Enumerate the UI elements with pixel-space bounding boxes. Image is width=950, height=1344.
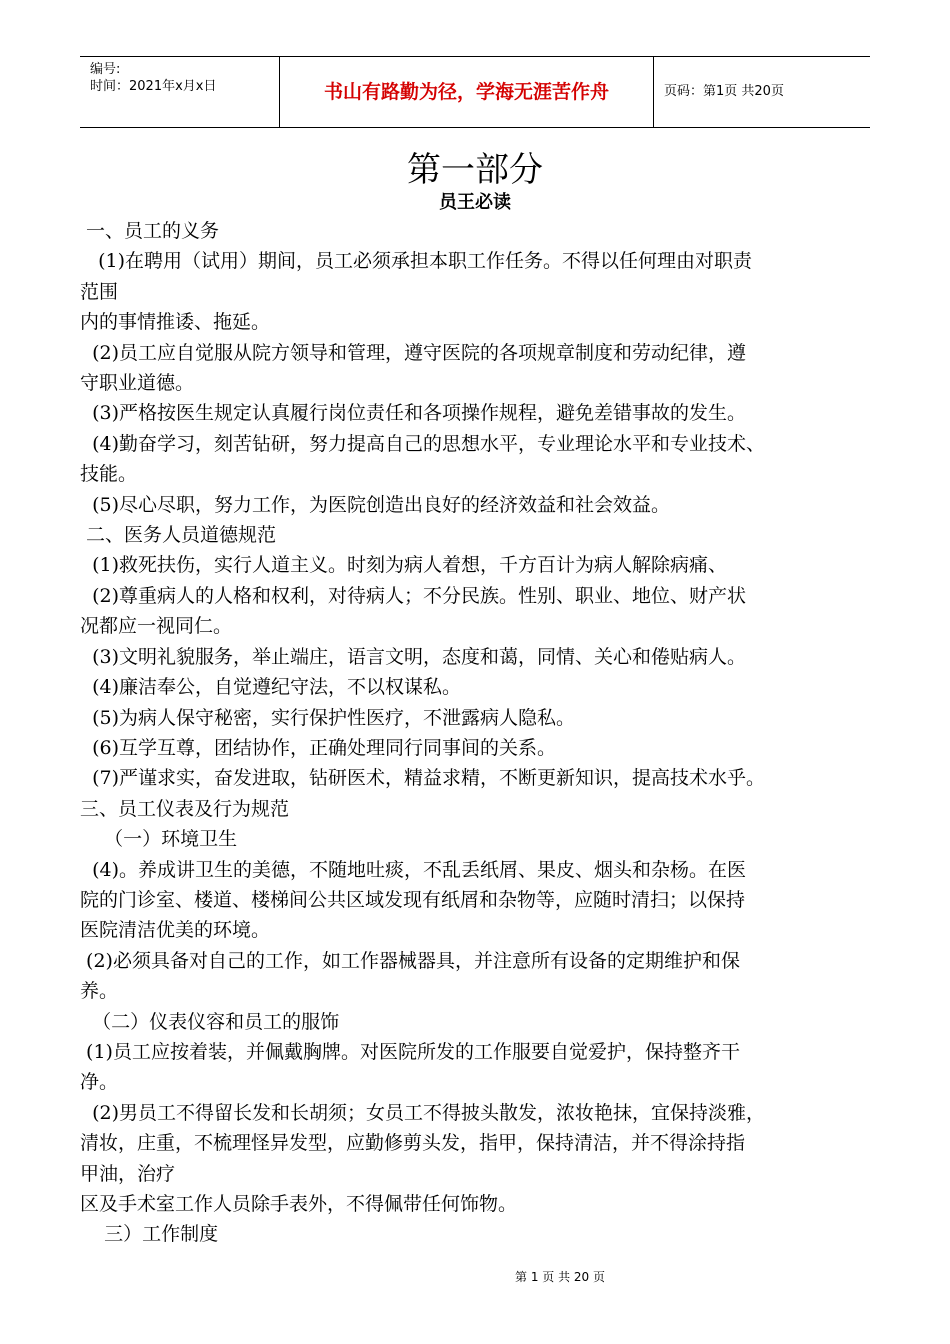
body-line: 况都应一视同仁。 bbox=[80, 615, 233, 638]
body-line: (2)必须具备对自己的工作，如工作器械器具，并注意所有设备的定期维护和保 bbox=[80, 949, 740, 972]
header-motto: 书山有路勤为径，学海无涯苦作舟 bbox=[280, 57, 654, 127]
body-line: (6)互学互尊，团结协作，正确处理同行同事间的关系。 bbox=[80, 736, 556, 759]
body-line: (2)员工应自觉服从院方领导和管理，遵守医院的各项规章制度和劳动纪律，遵 bbox=[80, 341, 746, 364]
body-line: (4)勤奋学习，刻苦钻研，努力提高自己的思想水平，专业理论水平和专业技术、 bbox=[80, 432, 765, 455]
body-line: 院的门诊室、楼道、楼梯间公共区域发现有纸屑和杂物等，应随时清扫；以保持 bbox=[80, 888, 746, 911]
body-line: 区及手术室工作人员除手表外，不得佩带任何饰物。 bbox=[80, 1193, 518, 1215]
body-line: (1)在聘用（试用）期间，员工必须承担本职工作任务。不得以任何理由对职责 bbox=[80, 250, 753, 273]
body-line: (3)文明礼貌服务，举止端庄，语言文明，态度和蔼，同情、关心和倦贴病人。 bbox=[80, 645, 746, 668]
date-line: 时间：2021年x月x日 bbox=[90, 79, 217, 94]
document-body bbox=[80, 216, 895, 1250]
body-line: （二）仪表仪容和员工的服饰 bbox=[80, 1010, 340, 1033]
body-line: (7)严谨求实，奋发进取，钻研医术，精益求精，不断更新知识，提高技术水乎。 bbox=[80, 767, 765, 790]
body-line: 技能。 bbox=[80, 463, 138, 486]
body-line: 养。 bbox=[80, 980, 119, 1003]
body-line: 净。 bbox=[80, 1071, 119, 1094]
body-line: 守职业道德。 bbox=[80, 372, 195, 395]
body-line: 清妆，庄重，不梳理怪异发型，应勤修剪头发，指甲，保持清洁，并不得涂持指 bbox=[80, 1132, 746, 1155]
body-line: 医院清洁优美的环境。 bbox=[80, 919, 271, 942]
body-line: 甲油，治疗 bbox=[80, 1162, 176, 1185]
body-line: (5)尽心尽职，努力工作，为医院创造出良好的经济效益和社会效益。 bbox=[80, 493, 670, 516]
body-line: (2)男员工不得留长发和长胡须；女员工不得披头散发，浓妆艳抹，宜保持淡雅， bbox=[80, 1101, 765, 1124]
body-line: 二、医务人员道德规范 bbox=[80, 524, 277, 547]
body-line: (1)员工应按着装，并佩戴胸牌。对医院所发的工作服要自觉爱护，保持整齐干 bbox=[80, 1040, 740, 1063]
header-page-info: 页码：第1页 共20页 bbox=[664, 84, 784, 99]
body-line: 三、员工仪表及行为规范 bbox=[80, 797, 290, 820]
page-footer: 第 1 页 共 20 页 bbox=[515, 1270, 605, 1284]
body-line: (1)救死扶伤，实行人道主义。时刻为病人着想，千方百计为病人解除病痛、 bbox=[80, 554, 727, 577]
body-line: (5)为病人保守秘密，实行保护性医疗，不泄露病人隐私。 bbox=[80, 706, 575, 729]
body-line: (4)廉洁奉公，自觉遵纪守法，不以权谋私。 bbox=[80, 676, 461, 699]
body-line: 一、员工的义务 bbox=[80, 220, 220, 242]
document-subtitle: 员王必读 bbox=[439, 192, 511, 213]
body-line: 范围 bbox=[80, 280, 119, 303]
body-line: (2)尊重病人的人格和权利，对待病人；不分民族。性别、职业、地位、财产状 bbox=[80, 584, 746, 607]
number-label: 编号: bbox=[90, 62, 121, 77]
body-line: 内的事情推诿、拖延。 bbox=[80, 311, 271, 334]
body-line: （一）环境卫生 bbox=[80, 828, 238, 851]
body-line: 三）工作制度 bbox=[80, 1223, 219, 1246]
body-line: (4)。养成讲卫生的美德，不随地吐痰，不乱丢纸屑、果皮、烟头和杂杨。在医 bbox=[80, 858, 746, 881]
document-title: 第一部分 bbox=[407, 150, 543, 190]
body-line: (3)严格按医生规定认真履行岗位责任和各项操作规程，避免差错事故的发生。 bbox=[80, 402, 746, 425]
header-meta bbox=[80, 57, 280, 127]
page-header bbox=[80, 56, 870, 128]
